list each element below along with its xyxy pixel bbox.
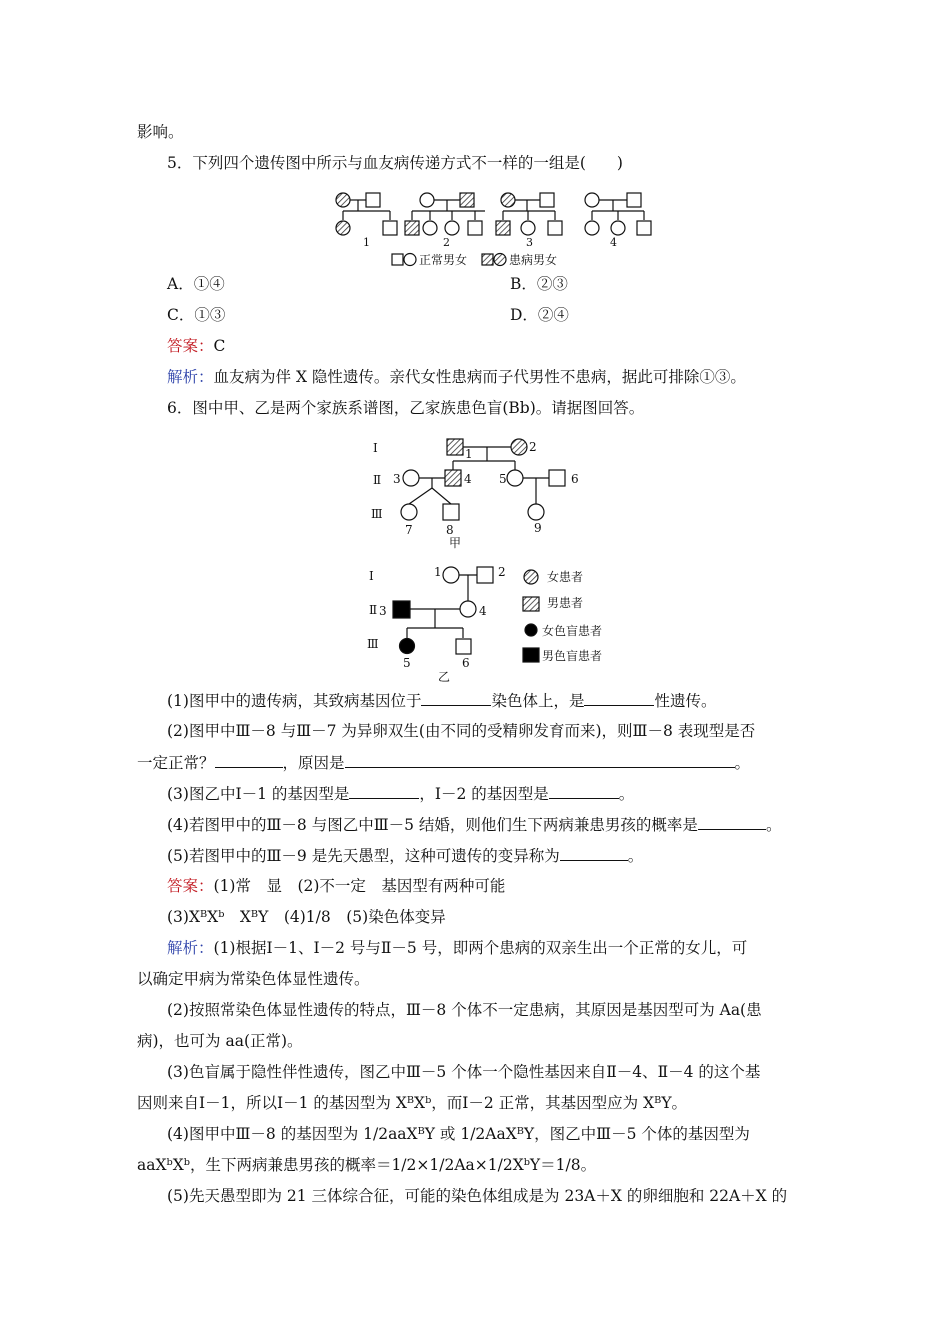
q6-part-1: (1)图甲中的遗传病，其致病基因位于 染色体上，是 性遗传。 <box>167 692 717 710</box>
legend-male-colorblind: 男色盲患者 <box>542 649 603 663</box>
gen-label: Ⅰ <box>369 569 374 583</box>
answer-label: 答案： <box>167 877 214 895</box>
member-num: 4 <box>464 472 472 486</box>
member-num: 6 <box>462 656 470 670</box>
question-5: 5．下列四个遗传图中所示与血友病传递方式不一样的一组是( ) <box>167 154 623 172</box>
answer-label: 答案： <box>167 337 214 355</box>
member-num: 4 <box>479 604 487 618</box>
member-num: 9 <box>534 521 542 535</box>
option-b: B．②③ <box>510 275 568 293</box>
answer-5 <box>167 336 225 356</box>
gen-label: Ⅰ <box>373 441 378 455</box>
q6-part-2: (2)图甲中Ⅲ－8 与Ⅲ－7 为异卵双生(由不同的受精卵发育而来)，则Ⅲ－8 表现型是否 <box>167 722 756 740</box>
question-6: 6．图中甲、乙是两个家族系谱图，乙家族患色盲(Bb)。请据图回答。 <box>167 399 645 417</box>
explain-5 <box>167 367 746 387</box>
member-num: 5 <box>499 472 507 486</box>
gen-label: Ⅱ <box>373 473 382 487</box>
explain-line: aaXᵇXᵇ，生下两病兼患男孩的概率＝1/2×1/2Aa×1/2XᵇY＝1/8。 <box>137 1156 597 1174</box>
legend-male-patient: 男患者 <box>547 596 584 610</box>
q6-part-3: (3)图乙中Ⅰ－1 的基因型是 ，Ⅰ－2 的基因型是 。 <box>167 785 635 803</box>
explain-line: (4)图甲中Ⅲ－8 的基因型为 1/2aaXᴮY 或 1/2AaXᴮY，图乙中Ⅲ－5 个体的基因型为 <box>167 1125 750 1143</box>
member-num: 1 <box>465 447 473 461</box>
pedigree-jia <box>365 432 605 552</box>
option-c: C．①③ <box>167 306 226 324</box>
q6-part-5: (5)若图甲中的Ⅲ－9 是先天愚型，这种可遗传的变异称为 。 <box>167 847 644 865</box>
pedigree-figure-q5 <box>330 188 670 278</box>
legend-normal: 正常男女 <box>419 253 468 267</box>
explain-text: 血友病为伴 X 隐性遗传。亲代女性患病而子代男性不患病，据此可排除①③。 <box>213 368 746 386</box>
member-num: 7 <box>405 523 413 537</box>
option-a: A．①④ <box>167 275 225 293</box>
explain-line: (3)色盲属于隐性伴性遗传，图乙中Ⅲ－5 个体一个隐性基因来自Ⅱ－4、Ⅱ－4 的这个基 <box>167 1063 761 1081</box>
legend-female-colorblind: 女色盲患者 <box>542 624 603 638</box>
answer-6-cont: (3)XᴮXᵇ XᴮY (4)1/8 (5)染色体变异 <box>167 908 446 926</box>
explain-line: (2)按照常染色体显性遗传的特点，Ⅲ－8 个体不一定患病，其原因是基因型可为 Aa(患 <box>167 1001 762 1019</box>
member-num: 2 <box>498 565 506 579</box>
member-num: 2 <box>529 440 537 454</box>
legend-affected: 患病男女 <box>509 253 558 267</box>
answer-6: 答案：(1)常 显 (2)不一定 基因型有两种可能 <box>167 877 506 895</box>
member-num: 3 <box>393 472 401 486</box>
pedigree-yi <box>365 560 625 685</box>
answer-text: C <box>213 337 226 355</box>
member-num: 5 <box>403 656 411 670</box>
explain-label: 解析： <box>167 368 214 386</box>
figure-caption: 乙 <box>438 670 451 684</box>
pedigree-label-4: 4 <box>610 236 617 249</box>
pedigree-label-2: 2 <box>443 236 450 249</box>
member-num: 3 <box>379 604 387 618</box>
explain-line: 以确定甲病为常染色体显性遗传。 <box>137 970 370 988</box>
explain-line: 病)，也可为 aa(正常)。 <box>137 1032 303 1050</box>
gen-label: Ⅲ <box>371 507 383 521</box>
explain-label: 解析： <box>167 939 214 957</box>
legend-female-patient: 女患者 <box>547 570 584 584</box>
explain-6: 解析：(1)根据Ⅰ－1、Ⅰ－2 号与Ⅱ－5 号，即两个患病的双亲生出一个正常的女儿，可 <box>167 939 748 957</box>
pedigree-label-3: 3 <box>526 236 533 249</box>
text-line: 影响。 <box>137 123 184 141</box>
q6-part-4: (4)若图甲中的Ⅲ－8 与图乙中Ⅲ－5 结婚，则他们生下两病兼患男孩的概率是 。 <box>167 816 782 834</box>
explain-line: (5)先天愚型即为 21 三体综合征，可能的染色体组成是为 23A＋X 的卵细胞和 22A＋X 的 <box>167 1187 788 1205</box>
member-num: 1 <box>434 565 442 579</box>
option-d: D．②④ <box>510 306 569 324</box>
gen-label: Ⅲ <box>367 637 379 651</box>
figure-caption: 甲 <box>449 536 462 550</box>
member-num: 8 <box>446 523 454 537</box>
q6-part-2-cont: 一定正常？ ，原因是 。 <box>137 754 751 772</box>
explain-line: 因则来自Ⅰ－1，所以Ⅰ－1 的基因型为 XᴮXᵇ，而Ⅰ－2 正常，其基因型应为 XᴮY。 <box>137 1094 688 1112</box>
member-num: 6 <box>571 472 579 486</box>
gen-label: Ⅱ <box>369 603 378 617</box>
pedigree-label-1: 1 <box>363 236 370 249</box>
